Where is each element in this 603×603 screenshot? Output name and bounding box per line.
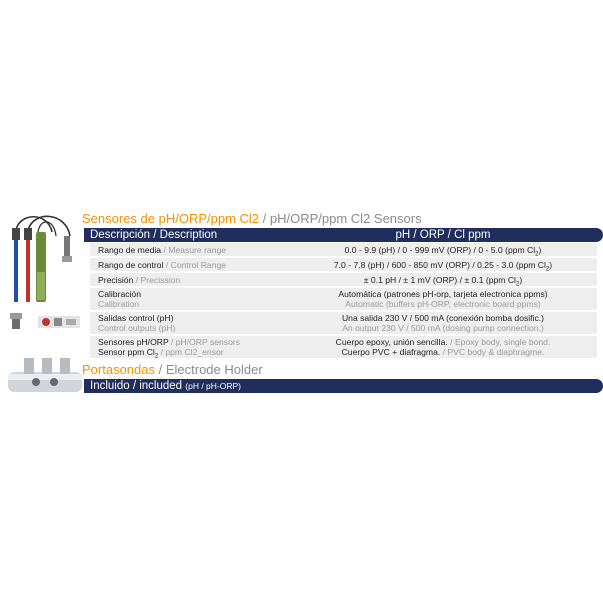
row-label-2-sub: 2 xyxy=(154,353,159,360)
table-header xyxy=(84,228,603,242)
row-value: 7.0 - 7.8 (pH) / 600 - 850 mV (ORP) / 0.25 - 3.0 (ppm Cl xyxy=(333,260,546,270)
row-value-2-en: PVC body & diaphragme. xyxy=(447,347,545,357)
table-row-control-range: Rango de control / Control Range 7.0 - 7.8 (pH) / 600 - 850 mV (ORP) / 0.25 - 3.0 (ppm $Cl_2$) xyxy=(90,258,597,271)
row-label-en: Measure range xyxy=(168,245,227,255)
included-label: Incluido / included xyxy=(90,380,183,392)
row-label: Salidas control (pH) xyxy=(98,313,174,323)
row-label-en: Control outputs (pH) xyxy=(98,323,176,333)
probe-connector-photo-icon xyxy=(8,312,24,330)
row-label: Calibración xyxy=(98,289,141,299)
row-value-sub: 2 xyxy=(515,281,520,288)
row-value-end: ) xyxy=(549,260,553,270)
row-value-sub: 2 xyxy=(545,266,550,273)
row-value-2: Cuerpo PVC + diafragma. xyxy=(341,347,441,357)
table-row-measure-range: Rango de media / Measure range 0.0 - 9.9 (pH) / 0 - 999 mV (ORP) / 0 - 5.0 (ppm $Cl_2$) xyxy=(90,243,597,256)
row-label-en: Calibration xyxy=(98,299,140,309)
row-label-en: Precission xyxy=(140,275,181,285)
row-value: 0.0 - 9.9 (pH) / 0 - 999 mV (ORP) / 0 - 5.0 (ppm Cl xyxy=(344,245,536,255)
holder-title xyxy=(82,362,263,377)
row-value-end: ) xyxy=(538,245,542,255)
sensors-title xyxy=(82,211,422,226)
row-label: Sensores pH/ORP xyxy=(98,337,169,347)
row-label-en: Control Range xyxy=(170,260,227,270)
included-note: (pH / pH-ORP) xyxy=(185,381,241,391)
row-value-en: Epoxy body, single bond. xyxy=(454,337,551,347)
sensor-probes-photo-icon xyxy=(6,212,82,307)
holder-title-en: Electrode Holder xyxy=(165,362,263,377)
title-separator: / xyxy=(259,211,270,226)
included-bar xyxy=(84,379,603,393)
row-label: Rango de media xyxy=(98,245,162,255)
row-value: Una salida 230 V / 500 mA (conexión bomba dosific.) xyxy=(341,313,545,323)
row-label-2-en: ppm Cl2_ensor xyxy=(165,347,224,357)
probe-parts-photo-icon xyxy=(38,314,80,330)
electrode-holder-photo-icon xyxy=(8,356,82,398)
header-description: Descripción / Description xyxy=(90,229,218,241)
holder-title-es: Portasondas xyxy=(82,362,155,377)
title-separator: / xyxy=(155,362,166,377)
included-text xyxy=(90,379,241,393)
row-value: Cuerpo epoxy, unión sencilla. xyxy=(335,337,448,347)
row-value-en: Automatic (buffers pH-ORP, electronic board ppms) xyxy=(345,299,541,309)
sensors-title-es: Sensores de pH/ORP/ppm Cl2 xyxy=(82,211,260,226)
header-ph-orp-cl: pH / ORP / Cl ppm xyxy=(395,229,491,241)
row-value: ± 0.1 pH / ± 1 mV (ORP) / ± 0.1 (ppm Cl xyxy=(363,275,516,285)
sensors-title-en: pH/ORP/ppm Cl2 Sensors xyxy=(269,211,422,226)
table-row-control-outputs xyxy=(90,312,597,334)
table-row-calibration xyxy=(90,288,597,310)
row-value: Automática (patrones pH-orp, tarjeta electronica ppms) xyxy=(338,289,548,299)
row-label: Precisión xyxy=(98,275,134,285)
row-label-2: Sensor ppm Cl xyxy=(98,347,155,357)
row-value-end: ) xyxy=(519,275,523,285)
row-label-en: pH/ORP sensors xyxy=(175,337,241,347)
row-label: Rango de control xyxy=(98,260,164,270)
row-value-sub: 2 xyxy=(535,251,539,258)
table-row-precision: Precisión / Precission ± 0.1 pH / ± 1 mV (ORP) / ± 0.1 (ppm $Cl_2$) xyxy=(90,273,597,286)
row-value-en: An output 230 V / 500 mA (dosing pump connection.) xyxy=(342,323,544,333)
table-row-sensors: Sensores pH/ORP / pH/ORP sensors Sensor ppm $Cl_2$ / ppm Cl2_ensor Cuerpo epoxy, unión sencilla. / Epoxy body, single bond. Cuerpo PVC + diafragma. / PVC body & diaphragme. xyxy=(90,336,597,358)
